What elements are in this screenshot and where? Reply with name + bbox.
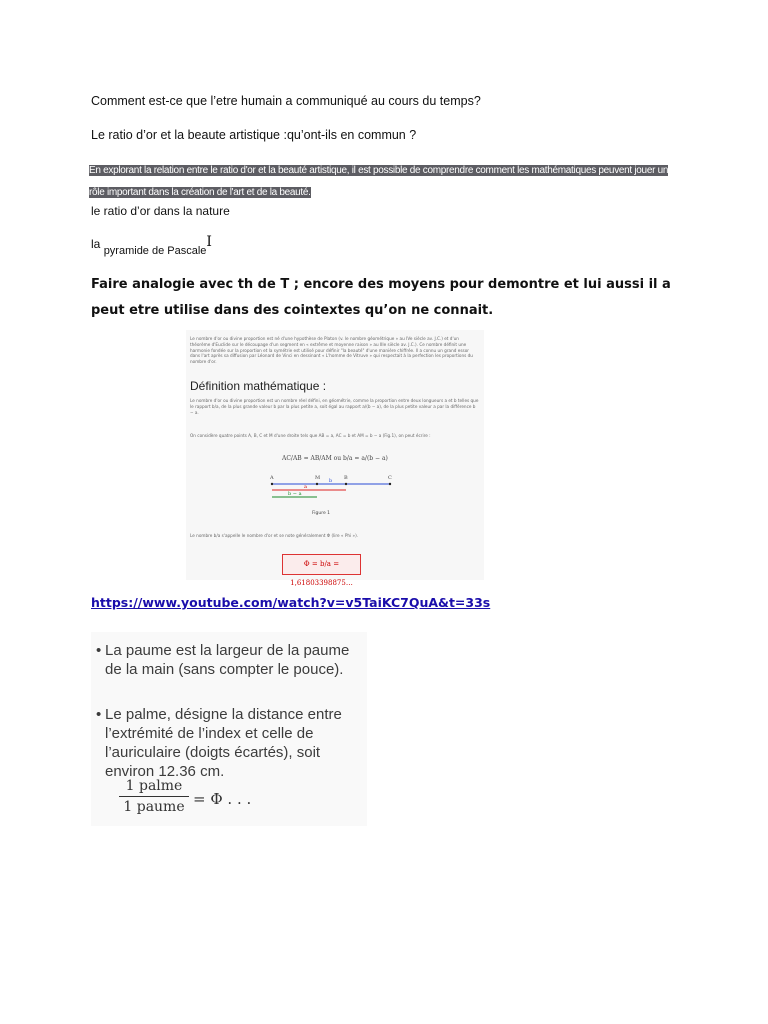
golden-ratio-definition-image bbox=[186, 330, 484, 587]
question-communication: Comment est-ce que l’etre humain a communiqué au cours du temps? bbox=[91, 94, 481, 108]
image-conclusion: Le nombre b/a s'appelle le nombre d'or et se note généralement Φ (lire « Phi »). bbox=[190, 533, 359, 538]
question-golden-ratio: Le ratio d’or et la beaute artistique :qu’ont-ils en commun ? bbox=[91, 128, 417, 142]
phi-value-box: Φ = b/a = 1,61803398875… bbox=[282, 554, 361, 575]
youtube-link[interactable]: https://www.youtube.com/watch?v=v5TaiKC7QuA&t=33s bbox=[91, 595, 491, 610]
fraction-equals-phi: = Φ . . . bbox=[193, 790, 252, 808]
label-a: A bbox=[270, 475, 274, 481]
bullet-paume-text: La paume est la largeur de la paume de la main (sans compter le pouce). bbox=[105, 642, 350, 678]
bold-paragraph: Faire analogie avec th de T ; encore des moyens pour demontre et lui aussi il a peut etre utilise dans des cointextes qu’on ne connait. bbox=[91, 277, 671, 318]
figure-caption: Figure 1 bbox=[312, 511, 331, 516]
point-a bbox=[271, 483, 273, 485]
selected-paragraph[interactable] bbox=[89, 158, 679, 201]
bullet-dot-icon: • bbox=[96, 642, 102, 659]
image-body2: On considère quatre points A, B, C et M d'une droite tels que AB = a, AC = b et AM = b − a (Fig.1), on peut écrire : bbox=[190, 433, 431, 438]
label-c: C bbox=[388, 475, 392, 481]
ratio-equation: AC/AB = AB/AM ou b/a = a/(b − a) bbox=[282, 455, 388, 462]
pascal-text: pyramide de Pascale bbox=[103, 245, 207, 257]
label-m: M bbox=[315, 475, 321, 481]
seg-label-b: b bbox=[329, 478, 333, 484]
bullet-palme-text: Le palme, désigne la distance entre l’extrémité de l’index et celle de l’auriculaire (doigts écartés), soit environ 12.36 cm. bbox=[105, 706, 342, 780]
fraction-denominator: 1 paume bbox=[123, 799, 185, 815]
heading-nature: le ratio d’or dans la nature bbox=[91, 204, 230, 218]
heading-pascal bbox=[91, 234, 212, 257]
fraction-bar bbox=[119, 796, 189, 797]
seg-label-b-minus-a: b − a bbox=[288, 491, 302, 497]
label-b: B bbox=[344, 475, 348, 481]
bullet-palme bbox=[96, 705, 355, 781]
image-definition-title: Définition mathématique : bbox=[190, 379, 327, 393]
bullet-paume bbox=[96, 641, 355, 679]
image-body1: Le nombre d'or ou divine proportion est un nombre réel défini, en géométrie, comme la proportion entre deux longueurs a et b telles que le rapport b/a, de la plus grande valeur b par la plus petite a, soit égal au rapport a/(b − a), de la plus petite valeur a par la différence b − a. bbox=[190, 398, 479, 415]
fraction-numerator: 1 palme bbox=[125, 778, 183, 794]
prefix-la: la bbox=[91, 237, 101, 251]
highlighted-text: En explorant la relation entre le ratio d'or et la beauté artistique, il est possible de comprendre comment les mathématiques peuvent jouer un rôle important dans la création de l'art et de la beauté. bbox=[89, 165, 669, 198]
palm-definition-image bbox=[91, 632, 367, 826]
text-cursor-icon: I bbox=[206, 234, 212, 250]
segment-figure bbox=[186, 470, 484, 510]
image-intro: Le nombre d'or ou divine proportion est né d'une hypothèse de Platon (v. le nombre géométrique » au IVe siècle av. J.C.) et d'un théorème d'Euclide sur le découpage d'un segment en « extrême et moyenne raison » au IIIe siècle av. J.C.). Ce nombre définit une harmonie fondée sur la proportion et la symétrie est utilisé pour définir "la beauté" d'une manière chiffrée. Il a connu un grand essor dans l'art après sa diffusion par Léonard de Vinci en dessinant « L'homme de Vitruve » qui respectait à la perfection les proportions du nombre d'or. bbox=[190, 336, 473, 365]
point-m bbox=[316, 483, 318, 485]
point-c bbox=[389, 483, 391, 485]
palm-fraction bbox=[119, 778, 252, 815]
bullet-dot-icon: • bbox=[96, 706, 102, 723]
point-b bbox=[345, 483, 347, 485]
seg-label-a: a bbox=[304, 484, 307, 490]
